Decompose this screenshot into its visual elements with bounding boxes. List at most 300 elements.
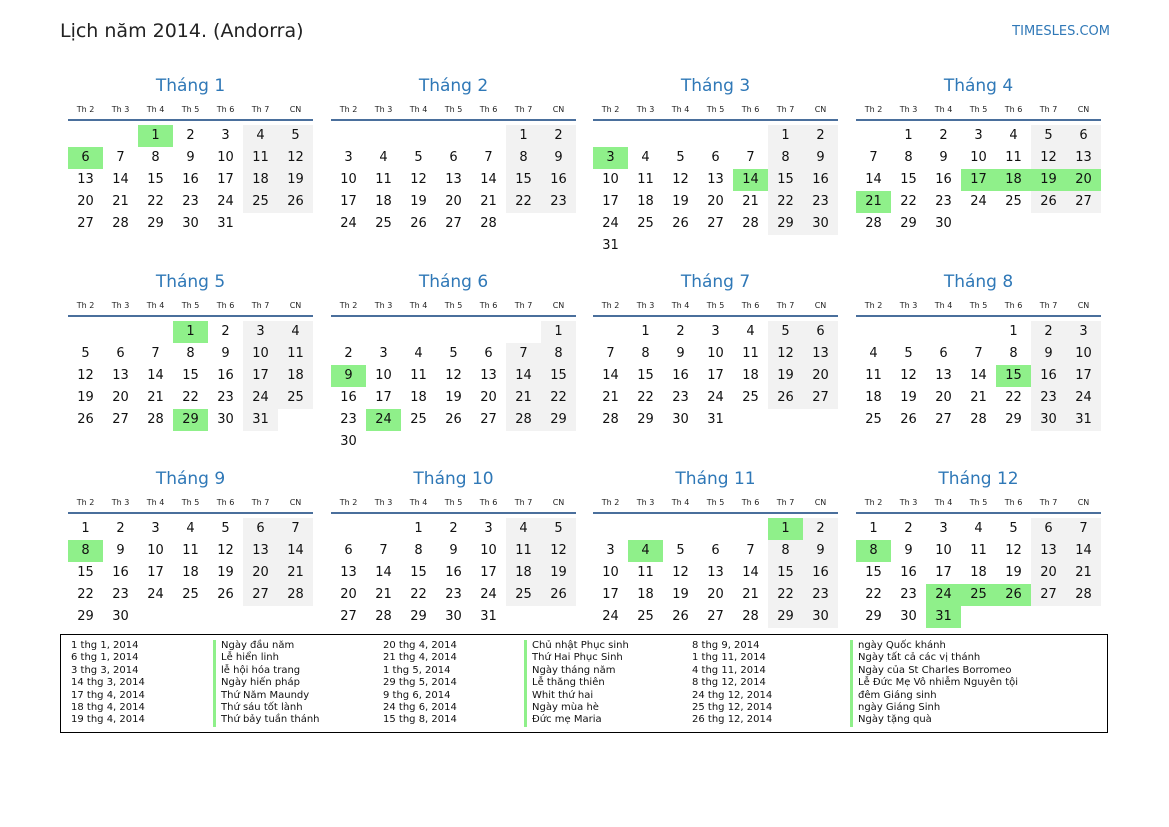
- weekday-header: [68, 104, 313, 121]
- day-cell: 30: [182, 216, 199, 231]
- day-cell: 4: [186, 521, 195, 536]
- day-cell: 18: [182, 565, 199, 580]
- day-cell: 10: [602, 565, 619, 580]
- day-cell: 5: [676, 543, 685, 558]
- day-cell: 25: [375, 216, 392, 231]
- day-cell: 10: [340, 172, 357, 187]
- day-cell: 6: [711, 543, 720, 558]
- empty-cell: [961, 213, 996, 235]
- day-cell: 23: [803, 584, 838, 606]
- day-cell: 1: [768, 518, 803, 540]
- weekday-label: Th 5: [969, 301, 988, 310]
- day-cell: 18: [637, 587, 654, 602]
- day-cell: 3: [974, 128, 983, 143]
- weekday-label: Th 2: [601, 498, 620, 507]
- day-cell: 9: [803, 147, 838, 169]
- site-link[interactable]: TIMESLES.COM: [1012, 24, 1110, 39]
- weekday-label: CN: [814, 105, 827, 114]
- day-cell: 26: [445, 412, 462, 427]
- empty-cell: [243, 213, 278, 235]
- day-cell: 22: [768, 191, 803, 213]
- day-cell: 4: [243, 125, 278, 147]
- day-cell: 15: [410, 565, 427, 580]
- weekday-label: Th 7: [251, 301, 270, 310]
- day-cell: 27: [707, 609, 724, 624]
- week-row: [593, 169, 838, 191]
- day-cell: 14: [733, 169, 768, 191]
- weekday-label: Th 4: [146, 301, 165, 310]
- day-cell: 5: [904, 346, 913, 361]
- empty-cell: [138, 606, 173, 628]
- day-cell: 16: [340, 390, 357, 405]
- day-cell: 25: [637, 609, 654, 624]
- legend-holiday-name: Ngày tất cả các vị thánh: [850, 652, 1018, 664]
- day-cell: 2: [803, 518, 838, 540]
- week-row: [68, 606, 313, 628]
- empty-cell: [698, 235, 733, 257]
- day-cell: 5: [541, 518, 576, 540]
- day-cell: 13: [1031, 540, 1066, 562]
- weekday-label: CN: [1077, 301, 1090, 310]
- weekday-label: Th 6: [216, 498, 235, 507]
- legend-date: 19 thg 4, 2014: [71, 714, 145, 726]
- day-cell: 19: [1031, 169, 1066, 191]
- day-cell: 30: [445, 609, 462, 624]
- month-calendar: [68, 75, 313, 235]
- legend-date: 8 thg 12, 2014: [692, 677, 766, 689]
- day-cell: 7: [484, 150, 493, 165]
- empty-cell: [628, 235, 663, 257]
- day-cell: 13: [112, 368, 129, 383]
- day-cell: 5: [1009, 521, 1018, 536]
- day-cell: 18: [865, 390, 882, 405]
- weekday-header: [68, 497, 313, 514]
- weekday-label: Th 5: [181, 301, 200, 310]
- weekday-label: Th 3: [111, 301, 130, 310]
- empty-cell: [961, 606, 996, 628]
- weekday-label: Th 5: [181, 105, 200, 114]
- month-calendar: [593, 271, 838, 431]
- weekday-label: Th 2: [339, 498, 358, 507]
- day-cell: 10: [147, 543, 164, 558]
- day-cell: 2: [116, 521, 125, 536]
- week-row: [856, 584, 1101, 606]
- day-cell: 29: [865, 609, 882, 624]
- day-cell: 3: [379, 346, 388, 361]
- day-cell: 9: [449, 543, 458, 558]
- weekday-label: Th 6: [1004, 105, 1023, 114]
- day-cell: 22: [1005, 390, 1022, 405]
- day-cell: 16: [541, 169, 576, 191]
- day-cell: 1: [641, 324, 650, 339]
- day-cell: 23: [340, 412, 357, 427]
- day-cell: 9: [541, 147, 576, 169]
- day-cell: 16: [672, 368, 689, 383]
- day-cell: 3: [1066, 321, 1101, 343]
- day-cell: 17: [707, 368, 724, 383]
- legend-date: 20 thg 4, 2014: [383, 640, 457, 651]
- day-cell: 9: [221, 346, 230, 361]
- empty-cell: [366, 518, 401, 540]
- week-row: [856, 125, 1101, 147]
- day-cell: 7: [746, 543, 755, 558]
- day-cell: 11: [970, 543, 987, 558]
- weekday-label: Th 7: [251, 105, 270, 114]
- day-cell: 6: [243, 518, 278, 540]
- empty-cell: [768, 409, 803, 431]
- weekday-header: [331, 497, 576, 514]
- day-cell: 8: [1009, 346, 1018, 361]
- empty-cell: [68, 125, 103, 147]
- day-cell: 14: [506, 365, 541, 387]
- empty-cell: [593, 125, 628, 147]
- day-cell: 24: [366, 409, 401, 431]
- week-row: [593, 365, 838, 387]
- day-cell: 8: [186, 346, 195, 361]
- week-row: [331, 147, 576, 169]
- day-cell: 6: [939, 346, 948, 361]
- day-cell: 4: [974, 521, 983, 536]
- weekday-label: Th 2: [864, 498, 883, 507]
- day-cell: 26: [1031, 191, 1066, 213]
- weekday-label: Th 6: [216, 301, 235, 310]
- day-cell: 12: [900, 368, 917, 383]
- day-cell: 9: [904, 543, 913, 558]
- week-row: [68, 125, 313, 147]
- day-cell: 16: [935, 172, 952, 187]
- day-cell: 19: [445, 390, 462, 405]
- empty-cell: [506, 431, 541, 453]
- day-cell: 29: [900, 216, 917, 231]
- empty-cell: [733, 235, 768, 257]
- empty-cell: [331, 518, 366, 540]
- day-cell: 27: [112, 412, 129, 427]
- month-title: Tháng 11: [675, 469, 756, 489]
- weekday-header: [856, 104, 1101, 121]
- day-cell: 20: [445, 194, 462, 209]
- day-cell: 7: [746, 150, 755, 165]
- week-row: [856, 540, 1101, 562]
- weekday-label: Th 7: [1039, 498, 1058, 507]
- week-row: [593, 213, 838, 235]
- day-cell: 26: [410, 216, 427, 231]
- day-cell: 6: [1031, 518, 1066, 540]
- month-title: Tháng 3: [680, 76, 751, 96]
- weekday-label: Th 7: [514, 498, 533, 507]
- weekday-label: Th 6: [741, 498, 760, 507]
- month-calendar: [856, 75, 1101, 235]
- day-cell: 30: [935, 216, 952, 231]
- day-cell: 12: [77, 368, 94, 383]
- day-cell: 21: [970, 390, 987, 405]
- month-title: Tháng 6: [418, 272, 489, 292]
- day-cell: 21: [1066, 562, 1101, 584]
- month-title: Tháng 2: [418, 76, 489, 96]
- day-cell: 24: [1066, 387, 1101, 409]
- month-calendar: [593, 75, 838, 257]
- weekday-header: [593, 497, 838, 514]
- week-row: [68, 562, 313, 584]
- weekday-label: Th 2: [864, 301, 883, 310]
- month-calendar: [68, 271, 313, 431]
- empty-cell: [663, 125, 698, 147]
- day-cell: 15: [900, 172, 917, 187]
- week-row: [68, 584, 313, 606]
- legend-holiday-name: Thứ Năm Maundy: [213, 690, 320, 702]
- week-row: [331, 540, 576, 562]
- day-cell: 10: [217, 150, 234, 165]
- empty-cell: [1066, 606, 1101, 628]
- legend-holiday-name: Ngày của St Charles Borromeo: [850, 665, 1018, 677]
- day-cell: 2: [449, 521, 458, 536]
- day-cell: 16: [445, 565, 462, 580]
- day-cell: 20: [112, 390, 129, 405]
- empty-cell: [366, 431, 401, 453]
- weekday-header: [856, 497, 1101, 514]
- day-cell: 28: [147, 412, 164, 427]
- day-cell: 10: [243, 343, 278, 365]
- day-cell: 11: [1005, 150, 1022, 165]
- weekday-label: Th 2: [601, 105, 620, 114]
- day-cell: 26: [541, 584, 576, 606]
- day-cell: 27: [1066, 191, 1101, 213]
- day-cell: 1: [1009, 324, 1018, 339]
- day-cell: 6: [1066, 125, 1101, 147]
- empty-cell: [593, 518, 628, 540]
- day-cell: 8: [506, 147, 541, 169]
- day-cell: 13: [480, 368, 497, 383]
- day-cell: 16: [182, 172, 199, 187]
- weekday-label: CN: [1077, 498, 1090, 507]
- legend-holiday-name: Ngày mùa hè: [524, 702, 629, 714]
- day-cell: 5: [81, 346, 90, 361]
- day-cell: 9: [1031, 343, 1066, 365]
- day-cell: 31: [1066, 409, 1101, 431]
- weekday-label: Th 3: [899, 105, 918, 114]
- week-row: [593, 562, 838, 584]
- day-cell: 11: [865, 368, 882, 383]
- day-cell: 31: [243, 409, 278, 431]
- day-cell: 29: [637, 412, 654, 427]
- day-cell: 21: [602, 390, 619, 405]
- day-cell: 10: [480, 543, 497, 558]
- empty-cell: [436, 321, 471, 343]
- month-title: Tháng 12: [938, 469, 1019, 489]
- legend-holiday-name: Lễ Đức Mẹ Vô nhiễm Nguyên tội: [850, 677, 1018, 689]
- week-row: [68, 540, 313, 562]
- weekday-label: Th 6: [479, 301, 498, 310]
- empty-cell: [1066, 213, 1101, 235]
- day-cell: 26: [77, 412, 94, 427]
- empty-cell: [436, 125, 471, 147]
- week-row: [593, 606, 838, 628]
- legend-date: 1 thg 1, 2014: [71, 640, 139, 651]
- day-cell: 29: [768, 606, 803, 628]
- day-cell: 16: [900, 565, 917, 580]
- empty-cell: [471, 125, 506, 147]
- day-cell: 30: [217, 412, 234, 427]
- day-cell: 6: [344, 543, 353, 558]
- day-cell: 1: [138, 125, 173, 147]
- day-cell: 29: [77, 609, 94, 624]
- day-cell: 26: [996, 584, 1031, 606]
- empty-cell: [768, 235, 803, 257]
- day-cell: 5: [278, 125, 313, 147]
- week-row: [856, 606, 1101, 628]
- week-row: [856, 169, 1101, 191]
- day-cell: 12: [672, 565, 689, 580]
- empty-cell: [506, 321, 541, 343]
- day-cell: 25: [243, 191, 278, 213]
- day-cell: 11: [182, 543, 199, 558]
- day-cell: 18: [278, 365, 313, 387]
- day-cell: 22: [900, 194, 917, 209]
- day-cell: 25: [278, 387, 313, 409]
- weekday-label: Th 3: [899, 301, 918, 310]
- day-cell: 20: [803, 365, 838, 387]
- week-row: [68, 191, 313, 213]
- legend-holiday-name: lễ hội hóa trang: [213, 665, 320, 677]
- day-cell: 19: [900, 390, 917, 405]
- day-cell: 12: [541, 540, 576, 562]
- day-cell: 20: [707, 587, 724, 602]
- month-title: Tháng 10: [413, 469, 494, 489]
- day-cell: 25: [961, 584, 996, 606]
- day-cell: 14: [602, 368, 619, 383]
- weekday-label: Th 3: [636, 301, 655, 310]
- day-cell: 29: [147, 216, 164, 231]
- day-cell: 18: [410, 390, 427, 405]
- week-row: [593, 235, 838, 257]
- day-cell: 1: [768, 125, 803, 147]
- day-cell: 19: [672, 587, 689, 602]
- day-cell: 19: [768, 365, 803, 387]
- day-cell: 12: [672, 172, 689, 187]
- day-cell: 28: [742, 609, 759, 624]
- day-cell: 7: [869, 150, 878, 165]
- day-cell: 9: [676, 346, 685, 361]
- day-cell: 20: [340, 587, 357, 602]
- day-cell: 7: [974, 346, 983, 361]
- day-cell: 20: [1031, 562, 1066, 584]
- day-cell: 15: [768, 169, 803, 191]
- day-cell: 17: [602, 587, 619, 602]
- day-cell: 27: [935, 412, 952, 427]
- day-cell: 4: [746, 324, 755, 339]
- day-cell: 17: [480, 565, 497, 580]
- weekday-label: Th 6: [741, 105, 760, 114]
- day-cell: 5: [768, 321, 803, 343]
- day-cell: 2: [186, 128, 195, 143]
- weekday-label: Th 6: [741, 301, 760, 310]
- legend-holiday-name: ngày Giáng Sinh: [850, 702, 1018, 714]
- day-cell: 30: [340, 434, 357, 449]
- empty-cell: [593, 321, 628, 343]
- day-cell: 4: [641, 150, 650, 165]
- week-row: [68, 387, 313, 409]
- legend-date: 24 thg 6, 2014: [383, 701, 457, 713]
- month-calendar: [856, 271, 1101, 431]
- day-cell: 2: [803, 125, 838, 147]
- day-cell: 24: [970, 194, 987, 209]
- day-cell: 1: [904, 128, 913, 143]
- empty-cell: [698, 518, 733, 540]
- weekday-label: Th 2: [76, 498, 95, 507]
- weekday-label: CN: [1077, 105, 1090, 114]
- day-cell: 3: [939, 521, 948, 536]
- day-cell: 20: [243, 562, 278, 584]
- month-title: Tháng 5: [155, 272, 226, 292]
- day-cell: 20: [707, 194, 724, 209]
- weekday-label: Th 5: [444, 301, 463, 310]
- holiday-legend: [60, 634, 1108, 733]
- day-cell: 18: [970, 565, 987, 580]
- legend-date: 26 thg 12, 2014: [692, 714, 773, 726]
- empty-cell: [506, 606, 541, 628]
- day-cell: 12: [445, 368, 462, 383]
- legend-date: 3 thg 3, 2014: [71, 664, 139, 676]
- week-row: [593, 125, 838, 147]
- day-cell: 14: [147, 368, 164, 383]
- legend-holiday-name: Lễ thăng thiên: [524, 677, 629, 689]
- legend-date: 8 thg 9, 2014: [692, 640, 760, 651]
- day-cell: 10: [707, 346, 724, 361]
- week-row: [331, 518, 576, 540]
- week-row: [331, 169, 576, 191]
- empty-cell: [1031, 213, 1066, 235]
- day-cell: 28: [742, 216, 759, 231]
- weekday-label: Th 4: [146, 498, 165, 507]
- weekday-header: [68, 300, 313, 317]
- day-cell: 14: [480, 172, 497, 187]
- day-cell: 23: [182, 194, 199, 209]
- week-row: [856, 365, 1101, 387]
- empty-cell: [733, 125, 768, 147]
- weekday-label: Th 3: [636, 498, 655, 507]
- weekday-label: Th 3: [111, 105, 130, 114]
- day-cell: 3: [344, 150, 353, 165]
- week-row: [856, 213, 1101, 235]
- legend-date: 6 thg 1, 2014: [71, 652, 139, 664]
- empty-cell: [366, 125, 401, 147]
- empty-cell: [436, 431, 471, 453]
- day-cell: 27: [1031, 584, 1066, 606]
- week-row: [593, 387, 838, 409]
- day-cell: 27: [243, 584, 278, 606]
- weekday-label: Th 7: [776, 105, 795, 114]
- day-cell: 13: [340, 565, 357, 580]
- weekday-label: Th 4: [409, 301, 428, 310]
- legend-holiday-name: ngày Quốc khánh: [850, 640, 1018, 652]
- day-cell: 14: [865, 172, 882, 187]
- day-cell: 9: [186, 150, 195, 165]
- day-cell: 24: [602, 609, 619, 624]
- week-row: [331, 409, 576, 431]
- legend-date: 9 thg 6, 2014: [383, 689, 451, 701]
- weekday-header: [331, 104, 576, 121]
- day-cell: 23: [112, 587, 129, 602]
- day-cell: 2: [1031, 321, 1066, 343]
- day-cell: 29: [173, 409, 208, 431]
- week-row: [856, 387, 1101, 409]
- day-cell: 13: [707, 172, 724, 187]
- day-cell: 28: [112, 216, 129, 231]
- day-cell: 20: [935, 390, 952, 405]
- week-row: [856, 147, 1101, 169]
- day-cell: 31: [480, 609, 497, 624]
- weekday-label: Th 4: [934, 105, 953, 114]
- legend-date: 25 thg 12, 2014: [692, 701, 773, 713]
